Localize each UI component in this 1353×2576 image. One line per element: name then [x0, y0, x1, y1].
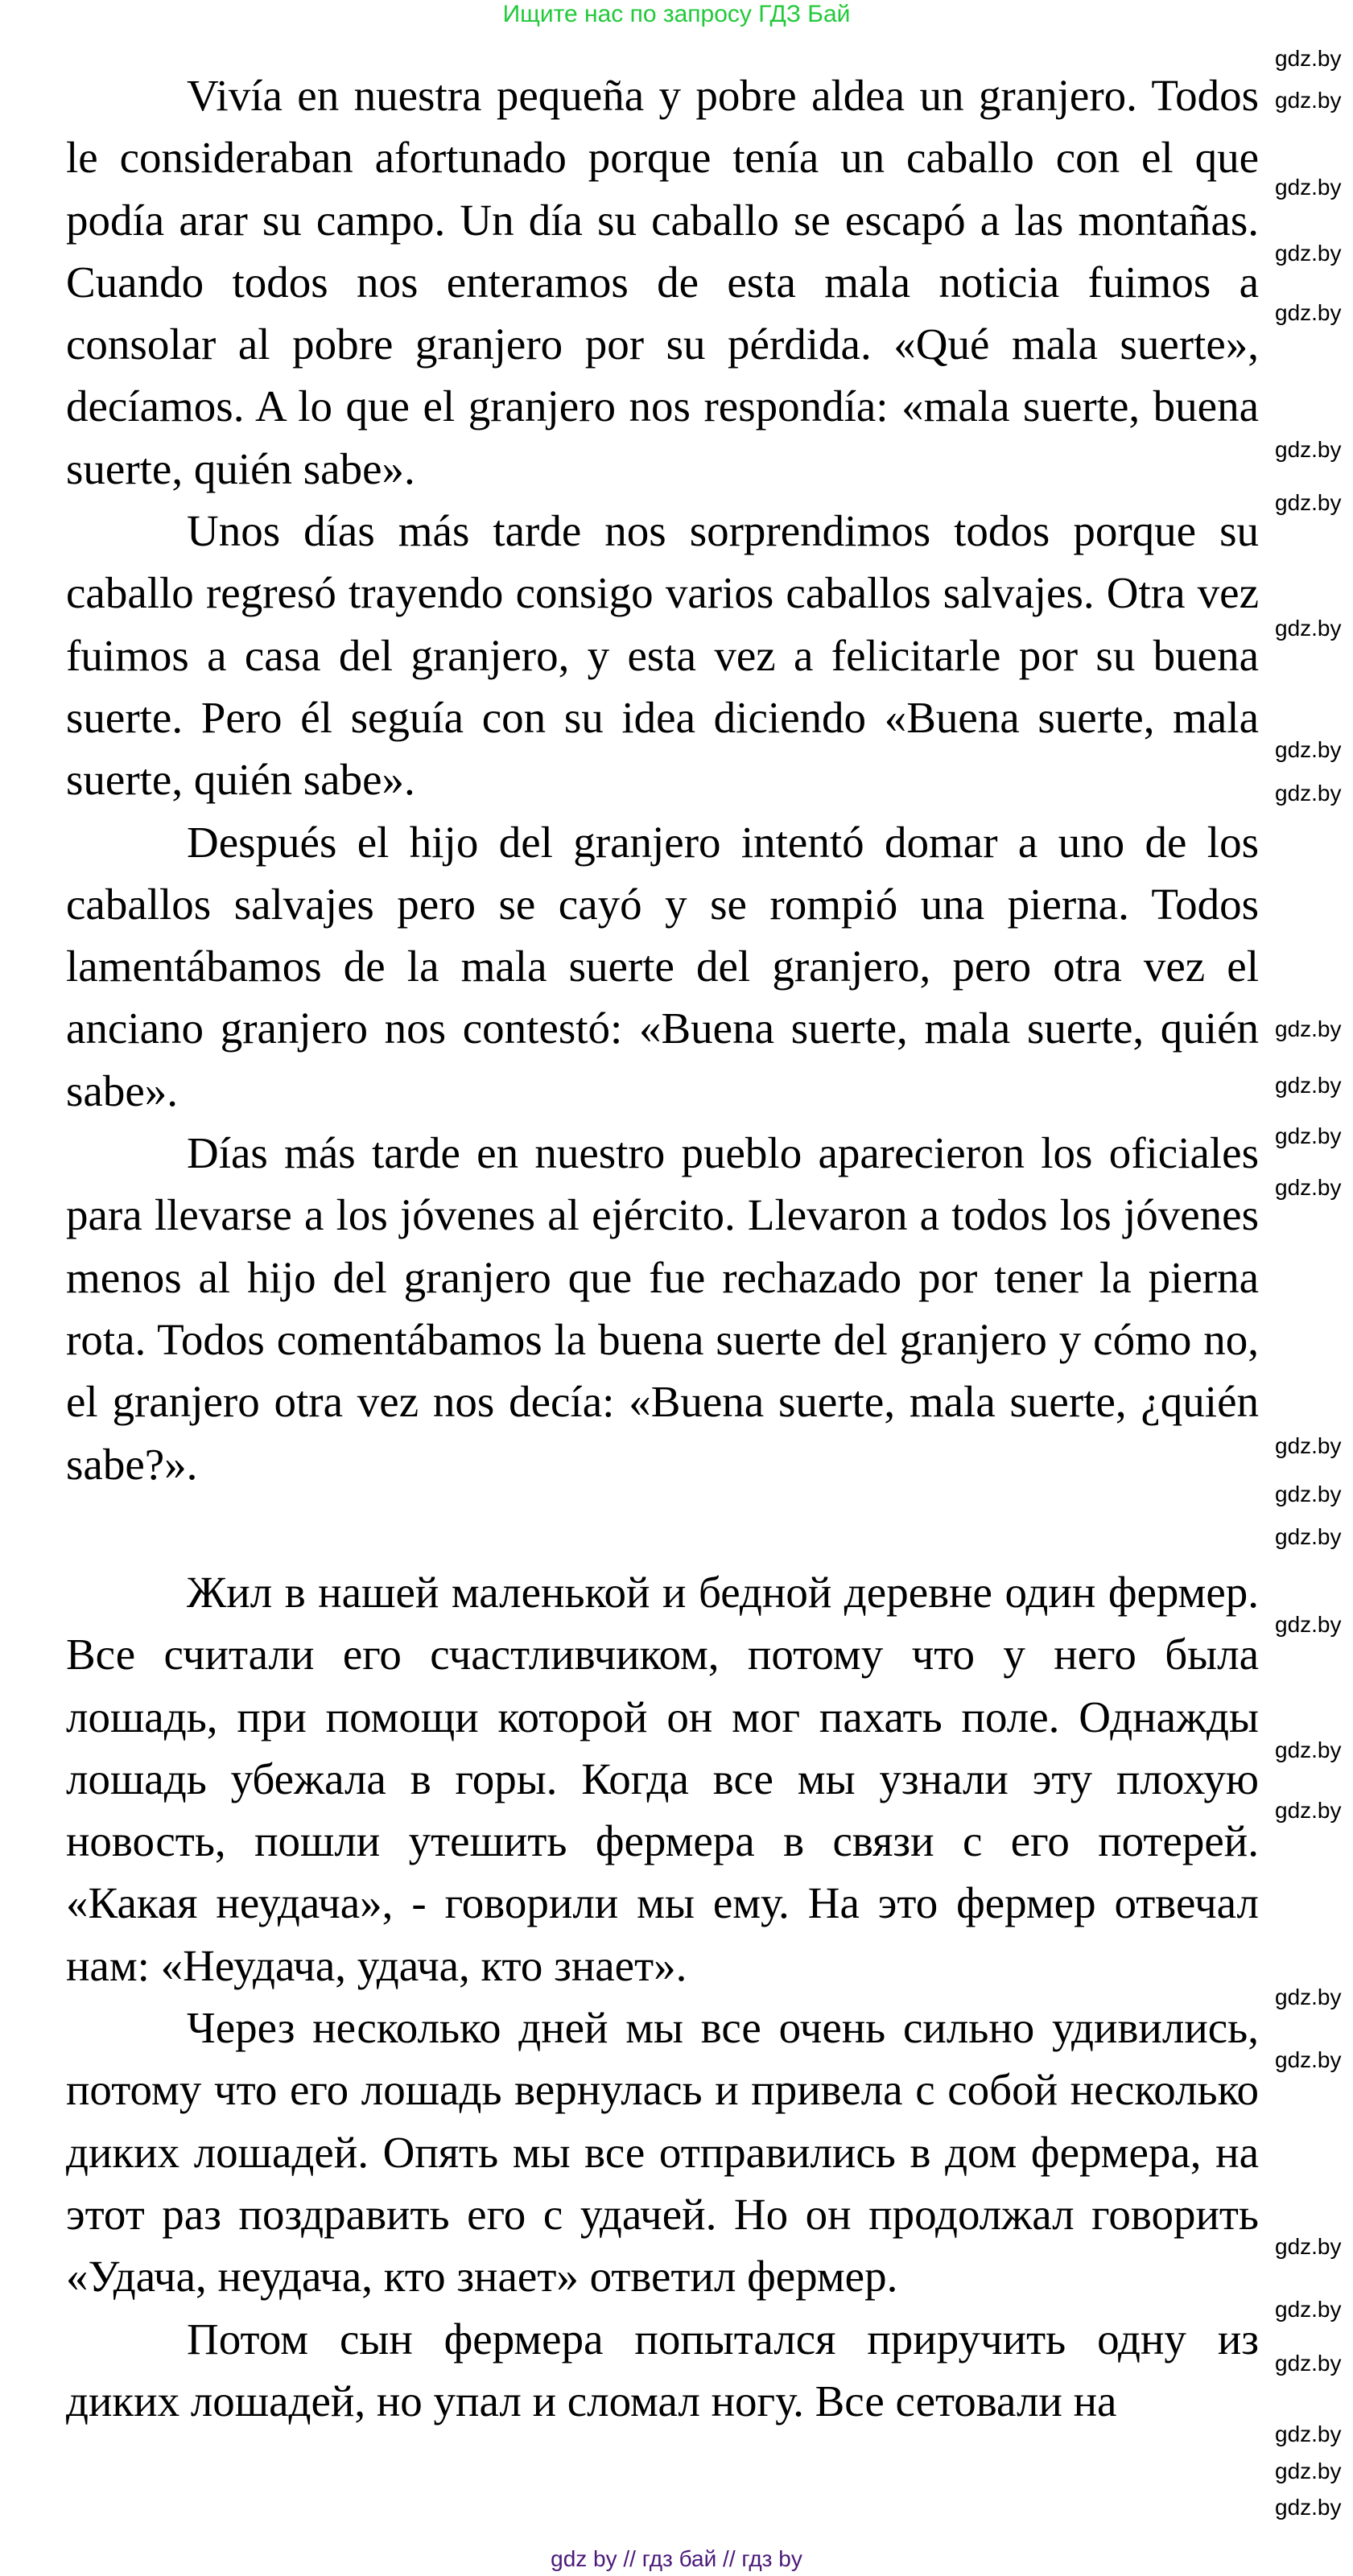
watermark: gdz.by: [1275, 300, 1342, 325]
paragraph: Días más tarde en nuestro pueblo aparecieron los oficiales para llevarse a los jóvenes al ejército. Llevaron a todos los jóvenes menos al hijo del granjero que fue rechazado por tener la pierna rota. Todos comentábamos la buena suerte del granjero y cómo no, el granjero otra vez nos decía: «Buena suerte, mala suerte, ¿quién sabe?».: [66, 1128, 1259, 1489]
watermark: gdz.by: [1275, 1482, 1342, 1506]
russian-translation: [66, 1561, 1259, 2432]
paragraph: Unos días más tarde nos sorprendimos todos porque su caballo regresó trayendo consigo varios caballos salvajes. Otra vez fuimos a casa del granjero, y esta vez a felicitarle por su buena suerte. Pero él seguía con su idea diciendo «Buena suerte, mala suerte, quién sabe».: [66, 506, 1259, 805]
watermark: gdz.by: [1275, 1123, 1342, 1148]
watermark: gdz.by: [1275, 781, 1342, 806]
watermark: gdz.by: [1275, 1175, 1342, 1200]
watermark: gdz.by: [1275, 2495, 1342, 2520]
watermark: gdz.by: [1275, 2234, 1342, 2259]
watermark: gdz.by: [1275, 2297, 1342, 2322]
watermark: gdz.by: [1275, 616, 1342, 641]
watermark: gdz.by: [1275, 2047, 1342, 2072]
footer-links[interactable]: gdz by // гдз бай // гдз by: [551, 2546, 802, 2571]
watermark: gdz.by: [1275, 2351, 1342, 2376]
watermark: gdz.by: [1275, 2459, 1342, 2483]
paragraph: Потом сын фермера попытался приручить одну из диких лошадей, но упал и сломал ногу. Все сетовали на: [66, 2314, 1259, 2426]
watermark: gdz.by: [1275, 737, 1342, 762]
paragraph: Жил в нашей маленькой и бедной деревне один фермер. Все считали его счастливчиком, потому что у него была лошадь, при помощи которой он мог пахать поле. Однажды лошадь убежала в горы. Когда все мы узнали эту плохую новость, пошли утешить фермера в связи с его потерей. «Какая неудача», - говорили мы ему. На это фермер отвечал нам: «Неудача, удача, кто знает».: [66, 1568, 1259, 1990]
spanish-text: [66, 64, 1259, 1495]
watermark: gdz.by: [1275, 1737, 1342, 1762]
watermark: gdz.by: [1275, 1073, 1342, 1098]
paragraph: Después el hijo del granjero intentó domar a uno de los caballos salvajes pero se cayó y se rompió una pierna. Todos lamentábamos de la mala suerte del granjero, pero otra vez el anciano granjero nos contestó: «Buena suerte, mala suerte, quién sabe».: [66, 817, 1259, 1115]
search-banner: Ищите нас по запросу ГДЗ Бай: [502, 1, 851, 27]
watermark: gdz.by: [1275, 1524, 1342, 1549]
paragraph: Vivía en nuestra pequeña y pobre aldea un granjero. Todos le consideraban afortunado porque tenía un caballo con el que podía arar su campo. Un día su caballo se escapó a las montañas. Cuando todos nos enteramos de esta mala noticia fuimos a consolar al pobre granjero por su pérdida. «Qué mala suerte», decíamos. A lo que el granjero nos respondía: «mala suerte, buena suerte, quién sabe».: [66, 71, 1259, 493]
watermark: gdz.by: [1275, 1798, 1342, 1823]
watermark: gdz.by: [1275, 175, 1342, 200]
watermark: gdz.by: [1275, 88, 1342, 113]
watermark: gdz.by: [1275, 437, 1342, 462]
watermark: gdz.by: [1275, 241, 1342, 266]
watermark: gdz.by: [1275, 1433, 1342, 1458]
watermark: gdz.by: [1275, 2421, 1342, 2446]
watermark: gdz.by: [1275, 490, 1342, 515]
watermark: gdz.by: [1275, 46, 1342, 71]
paragraph: Через несколько дней мы все очень сильно удивились, потому что его лошадь вернулась и привела с собой несколько диких лошадей. Опять мы все отправились в дом фермера, на этот раз поздравить его с удачей. Но он продолжал говорить «Удача, неудача, кто знает» ответил фермер.: [66, 2003, 1259, 2302]
watermark: gdz.by: [1275, 1985, 1342, 2009]
watermark: gdz.by: [1275, 1016, 1342, 1041]
watermark: gdz.by: [1275, 1612, 1342, 1637]
